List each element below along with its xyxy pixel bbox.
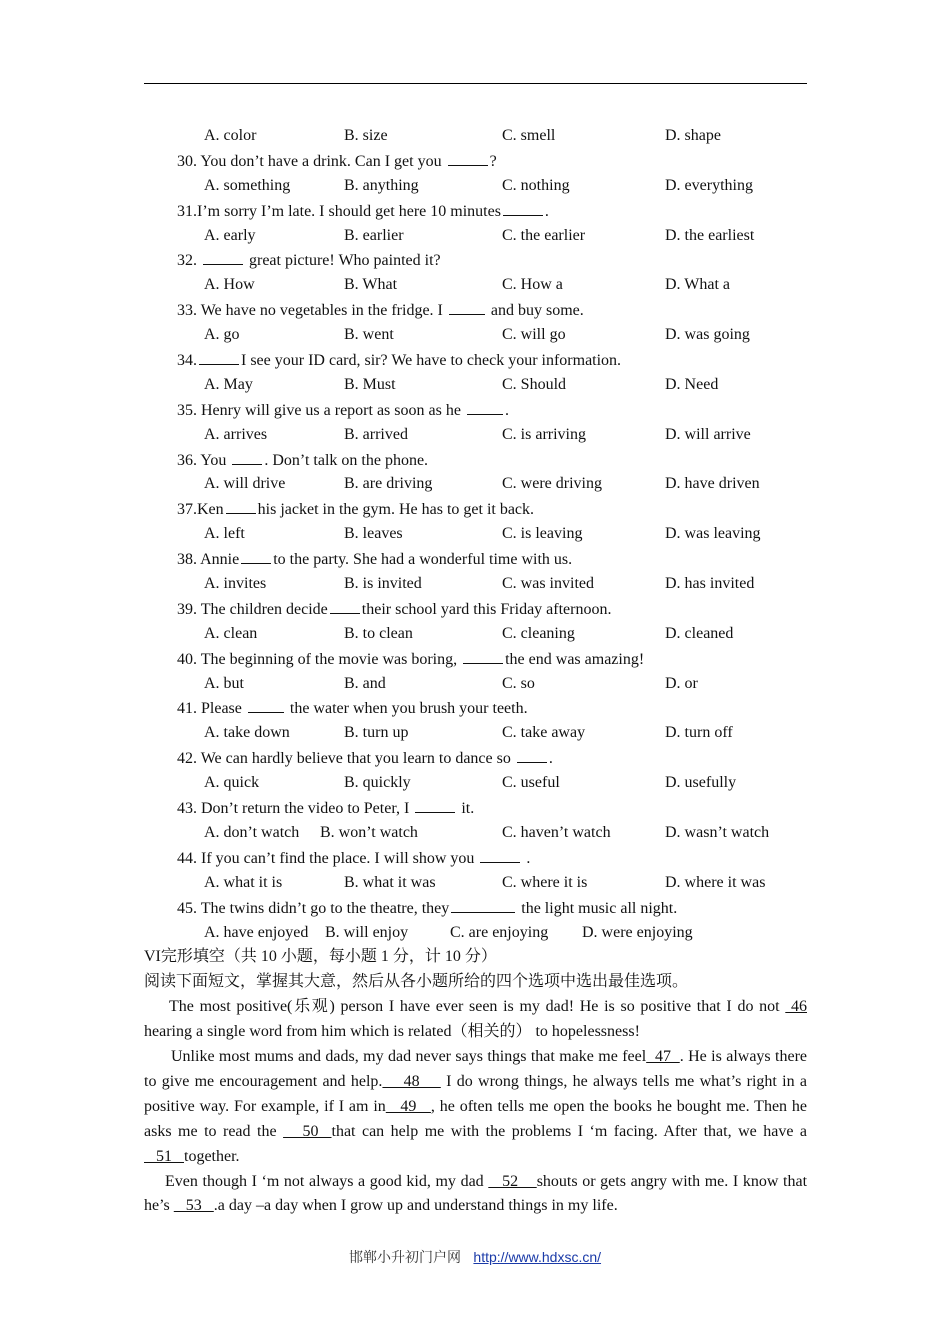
options-row xyxy=(144,323,807,348)
question-stem: 38. Annie to the party. She had a wonderful time with us. xyxy=(144,547,807,572)
option-c: C. is leaving xyxy=(502,525,583,543)
option-b: B. What xyxy=(344,276,398,294)
option-a: A. don’t watch xyxy=(204,823,300,841)
answer-blank xyxy=(330,597,360,614)
option-d: D. What a xyxy=(665,276,731,294)
option-a: A. take down xyxy=(204,724,290,742)
option-c: C. is arriving xyxy=(502,425,586,443)
blank-49: 49 xyxy=(385,1097,431,1115)
option-d: D. wasn’t watch xyxy=(665,823,770,841)
options-row xyxy=(144,273,807,298)
answer-blank xyxy=(226,497,256,514)
option-d: D. was leaving xyxy=(665,525,761,543)
question-stem: 40. The beginning of the movie was boring, the end was amazing! xyxy=(144,647,807,672)
question-stem: 43. Don’t return the video to Peter, I it. xyxy=(144,796,807,821)
blank-47: 47 xyxy=(646,1047,680,1065)
options-row xyxy=(144,174,807,199)
blank-52: 52 xyxy=(488,1172,537,1190)
options-row xyxy=(144,672,807,697)
options-row xyxy=(144,522,807,547)
page-footer xyxy=(0,1247,950,1267)
option-b: B. earlier xyxy=(344,226,404,244)
option-a: A. have enjoyed xyxy=(204,923,309,941)
answer-blank xyxy=(203,248,243,265)
option-c: C. useful xyxy=(502,774,560,792)
option-b: B. is invited xyxy=(344,575,422,593)
option-a: A. invites xyxy=(204,575,267,593)
option-b: B. and xyxy=(344,674,386,692)
option-b: B. size xyxy=(344,127,388,144)
options-row xyxy=(144,224,807,249)
option-c: C. Should xyxy=(502,375,567,393)
option-c: C. were driving xyxy=(502,475,602,493)
question-stem: 30. You don’t have a drink. Can I get you ? xyxy=(144,149,807,174)
blank-51: 51 xyxy=(144,1147,184,1165)
option-c: C. was invited xyxy=(502,575,594,593)
answer-blank xyxy=(451,896,515,913)
answer-blank xyxy=(199,348,239,365)
option-c: C. are enjoying xyxy=(450,923,549,941)
answer-blank xyxy=(503,199,543,216)
question-stem: 44. If you can’t find the place. I will show you . xyxy=(144,846,807,871)
option-b: B. to clean xyxy=(344,624,413,642)
option-c: C. haven’t watch xyxy=(502,823,611,841)
options-row xyxy=(144,622,807,647)
option-b: B. Must xyxy=(344,375,396,393)
option-d: D. cleaned xyxy=(665,624,734,642)
options-row xyxy=(144,423,807,448)
options-row xyxy=(144,572,807,597)
option-c: C. where it is xyxy=(502,873,588,891)
answer-blank xyxy=(480,846,520,863)
option-a: A. left xyxy=(204,525,245,543)
option-a: A. arrives xyxy=(204,425,268,443)
question-stem: 32. great picture! Who painted it? xyxy=(144,248,807,273)
option-a: A. How xyxy=(204,276,255,294)
options-row xyxy=(144,871,807,896)
blank-46: 46 xyxy=(785,998,807,1016)
exam-content xyxy=(144,124,807,1219)
option-d: D. everything xyxy=(665,176,753,194)
blank-53: 53 xyxy=(173,1197,214,1215)
passage-paragraph-3: Even though I ‘m not always a good kid, my dad 52 shouts or gets angry with me. I know that he’s 53 .a day –a day when I grow up and understand things in my life. xyxy=(144,1172,808,1215)
question-stem: 31.I’m sorry I’m late. I should get here 10 minutes . xyxy=(144,199,807,224)
question-stem: 42. We can hardly believe that you learn to dance so . xyxy=(144,746,807,771)
section-instruction: 阅读下面短文，掌握其大意，然后从各小题所给的四个选项中选出最佳选项。 xyxy=(144,973,689,991)
option-a: A. something xyxy=(204,176,291,194)
option-d: D. has invited xyxy=(665,575,755,593)
options-row xyxy=(144,771,807,796)
option-a: A. clean xyxy=(204,624,258,642)
option-c: C. will go xyxy=(502,326,566,344)
option-c: C. How a xyxy=(502,276,563,294)
option-a: A. quick xyxy=(204,774,260,792)
footer-site-name: 邯郸小升初门户网 xyxy=(348,1250,461,1266)
answer-blank xyxy=(449,298,485,315)
answer-blank xyxy=(248,696,284,713)
option-a: A. go xyxy=(204,326,240,344)
options-row xyxy=(144,821,807,846)
question-stem: 34. I see your ID card, sir? We have to check your information. xyxy=(144,348,807,373)
option-b: B. arrived xyxy=(344,425,408,443)
header-rule xyxy=(144,83,807,84)
section-title: VI完形填空（共 10 小题，每小题 1 分，计 10 分） xyxy=(144,948,497,966)
option-c: C. nothing xyxy=(502,176,570,194)
option-b: B. went xyxy=(344,326,394,344)
question-stem: 36. You . Don’t talk on the phone. xyxy=(144,448,807,473)
option-a: A. what it is xyxy=(204,873,283,891)
option-d: D. were enjoying xyxy=(582,923,693,941)
option-d: D. the earliest xyxy=(665,226,755,244)
option-c: C. cleaning xyxy=(502,624,575,642)
question-stem: 35. Henry will give us a report as soon as he . xyxy=(144,398,807,423)
options-row xyxy=(144,721,807,746)
question-list xyxy=(144,149,807,946)
answer-blank xyxy=(241,547,271,564)
question-stem: 33. We have no vegetables in the fridge. I and buy some. xyxy=(144,298,807,323)
answer-blank xyxy=(517,746,547,763)
option-d: D. Need xyxy=(665,375,719,393)
option-a: A. will drive xyxy=(204,475,286,493)
option-d: D. was going xyxy=(665,326,750,344)
option-d: D. where it was xyxy=(665,873,766,891)
options-row xyxy=(144,124,807,149)
option-a: A. May xyxy=(204,375,253,393)
option-d: D. usefully xyxy=(665,774,737,792)
option-a: A. early xyxy=(204,226,256,244)
answer-blank xyxy=(232,448,262,465)
question-stem: 45. The twins didn’t go to the theatre, they the light music all night. xyxy=(144,896,807,921)
option-c: C. the earlier xyxy=(502,226,586,244)
answer-blank xyxy=(415,796,455,813)
option-d: D. shape xyxy=(665,127,721,144)
question-stem: 37.Ken his jacket in the gym. He has to get it back. xyxy=(144,497,807,522)
blank-50: 50 xyxy=(283,1122,332,1140)
option-a: A. but xyxy=(204,674,244,692)
blank-48: 48 xyxy=(382,1072,441,1090)
option-b: B. are driving xyxy=(344,475,433,493)
option-a: A. color xyxy=(204,127,257,144)
option-d: D. will arrive xyxy=(665,425,751,443)
option-c: C. so xyxy=(502,674,535,692)
answer-blank xyxy=(467,398,503,415)
option-b: B. turn up xyxy=(344,724,409,742)
options-row xyxy=(144,921,807,946)
option-b: B. what it was xyxy=(344,873,436,891)
question-stem: 41. Please the water when you brush your teeth. xyxy=(144,696,807,721)
option-b: B. won’t watch xyxy=(320,823,418,841)
passage-paragraph-2: Unlike most mums and dads, my dad never says things that make me feel 47 . He is always there to give me encouragement and help. 48 I do wrong things, he always tells me what’s right in a positive way. For example, if I am in 49 , he often tells me open the books he bought me. Then he asks me to read the 50 that can help me with the problems I ‘m facing. After that, we have a 51 together. xyxy=(144,1047,808,1165)
option-b: B. leaves xyxy=(344,525,403,543)
option-d: D. turn off xyxy=(665,724,733,742)
question-stem: 39. The children decide their school yard this Friday afternoon. xyxy=(144,597,807,622)
option-d: D. or xyxy=(665,674,698,692)
option-d: D. have driven xyxy=(665,475,760,493)
answer-blank xyxy=(448,149,488,166)
answer-blank xyxy=(463,647,503,664)
passage-paragraph-1: The most positive(乐观) person I have ever seen is my dad! He is so positive that I do not 46 hearing a single word from him which is related（相关的） to hopelessness! xyxy=(144,998,807,1041)
option-b: B. will enjoy xyxy=(325,923,409,941)
options-row xyxy=(144,373,807,398)
option-c: C. smell xyxy=(502,127,556,144)
option-c: C. take away xyxy=(502,724,586,742)
option-b: B. quickly xyxy=(344,774,411,792)
option-b: B. anything xyxy=(344,176,419,194)
footer-link[interactable]: http://www.hdxsc.cn/ xyxy=(473,1249,602,1265)
options-row xyxy=(144,472,807,497)
